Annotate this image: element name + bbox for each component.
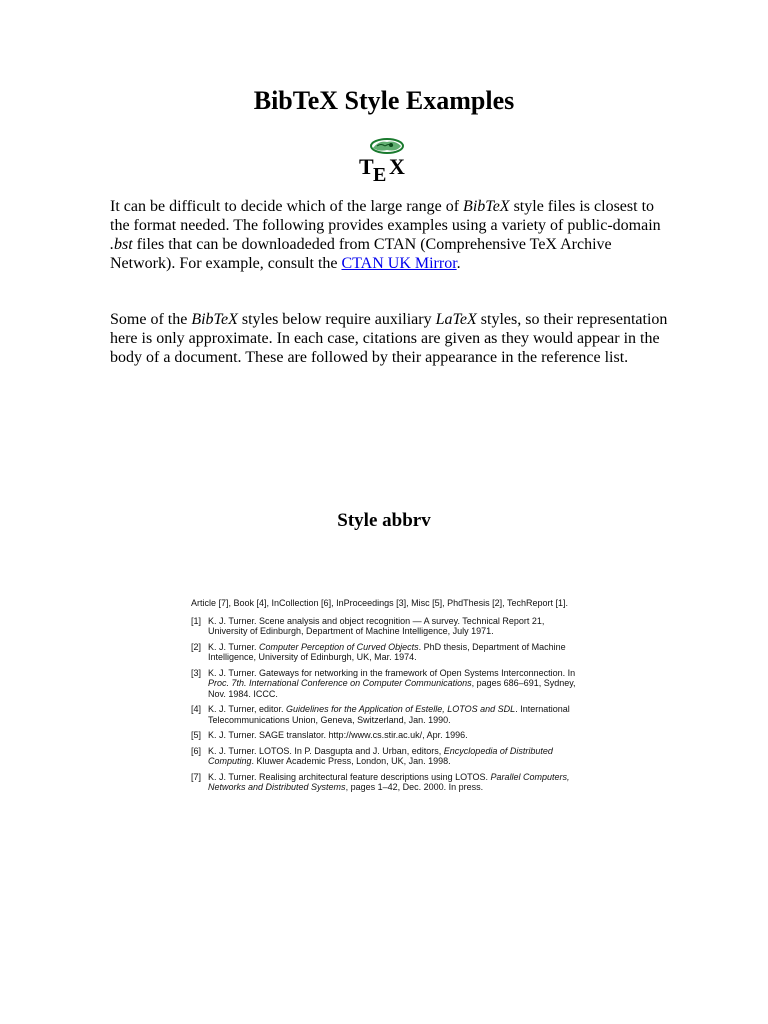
reference-entry [191,642,583,663]
reference-text: K. J. Turner. Computer Perception of Curved Objects. PhD thesis, Department of Machine Intelligence, University of Edinburgh, UK, Mar. 1974. [208,641,566,662]
bibtex-term: BibTeX [463,198,510,215]
reference-example-image [191,598,583,798]
note-text: styles below require auxiliary [237,311,436,328]
reference-number: [2] [191,641,202,652]
reference-number: [1] [191,615,202,626]
reference-entry [191,746,583,767]
intro-text: It can be difficult to decide which of the large range of [110,198,464,215]
intro-text: style files is closest to the format needed. The following provides examples using a variety of public-domain [110,198,661,234]
note-text: Some of the [110,311,192,328]
page-title: BibTeX Style Examples [253,86,515,115]
reference-entry [191,668,583,700]
latex-term: LaTeX [435,311,477,328]
reference-entry [191,730,583,741]
reference-text: K. J. Turner. Scene analysis and object recognition — A survey. Technical Report 21, University of Edinburgh, Department of Machine Intelligence, July 1971. [208,615,545,636]
reference-number: [5] [191,730,202,740]
reference-number: [7] [191,771,202,782]
reference-text: K. J. Turner. Realising architectural feature descriptions using LOTOS. Parallel Computers, Networks and Distributed Systems, pages 1–42, Dec. 2000. In press. [208,771,570,792]
intro-text: files that can be downloadeded from CTAN (Comprehensive TeX Archive Network). For example, consult the [110,236,612,272]
intro-text: . [456,255,461,272]
tex-logo-icon [357,136,413,184]
section-heading: Style abbrv [337,510,431,531]
tex-logo-letter-x: X [389,154,405,179]
reference-text: K. J. Turner. SAGE translator. http://www.cs.stir.ac.uk/, Apr. 1996. [208,730,468,740]
reference-text: K. J. Turner. Gateways for networking in the framework of Open Systems Interconnection. In Proc. 7th. International Conference on Computer Communications, pages 686–691, Sydney, Nov. 1984. ICCC. [208,667,576,699]
tex-logo-letter-e: E [373,164,387,184]
intro-paragraph [110,197,670,273]
reference-entry [191,704,583,725]
ctan-uk-mirror-link[interactable]: CTAN UK Mirror [341,255,457,272]
reference-entry [191,616,583,637]
note-paragraph [110,310,670,367]
bibtex-term: BibTeX [191,311,238,328]
reference-list [191,616,583,793]
citation-line: Article [7], Book [4], InCollection [6], InProceedings [3], Misc [5], PhdThesis [2], TechReport [1]. [191,598,569,608]
tex-logo-letter-t: T [359,154,374,179]
bst-term: .bst [110,236,133,253]
reference-entry [191,772,583,793]
reference-number: [4] [191,704,202,714]
reference-number: [3] [191,667,202,678]
reference-text: K. J. Turner, editor. Guidelines for the Application of Estelle, LOTOS and SDL. International Telecommunications Union, Geneva, Switzerland, Jan. 1990. [208,704,570,725]
note-text: styles, so their representation here is only approximate. In each case, citations are given as they would appear in the body of a document. These are followed by their appearance in the reference list. [110,311,668,366]
reference-text: K. J. Turner. LOTOS. In P. Dasgupta and J. Urban, editors, Encyclopedia of Distributed Computing. Kluwer Academic Press, London, UK, Jan. 1998. [208,745,553,766]
reference-number: [6] [191,745,202,756]
